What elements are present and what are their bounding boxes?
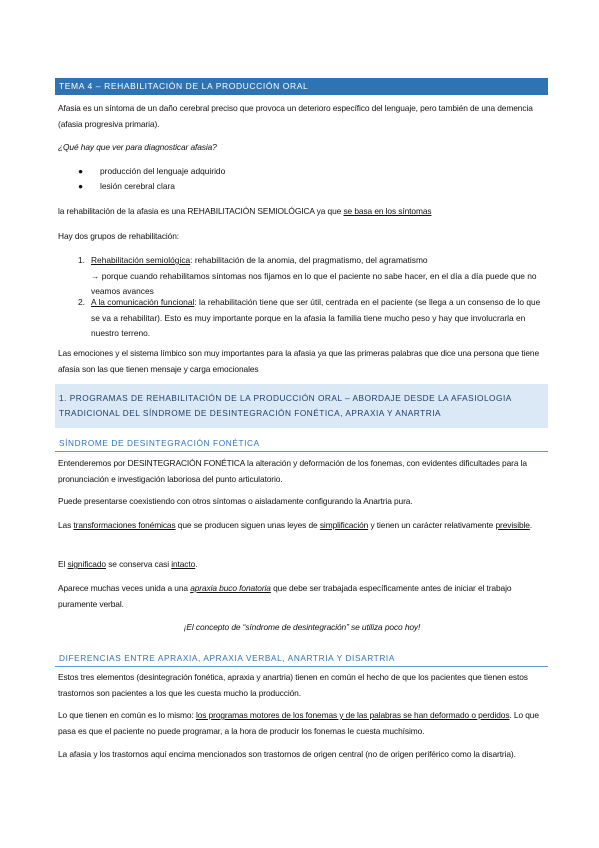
group-note: → porque cuando rehabilitamos síntomas nos fijamos en lo que el paciente no sabe hacer, en el día a día puede que no veamos avances [91, 270, 537, 296]
paragraph: Aparece muchas veces unida a una apraxia buco fonatoria que debe ser trabajada específicamente antes de iniciar el trabajo puramente verbal. [58, 583, 512, 609]
groups-intro: Hay dos grupos de rehabilitación: [58, 231, 180, 241]
subsection-heading: SÍNDROME DE DESINTEGRACIÓN FONÉTICA [55, 436, 548, 452]
paragraph: Las transformaciones fonémicas que se producen siguen unas leyes de simplificación y tienen un carácter relativamente previsible. [58, 520, 533, 530]
definition-paragraph: Entenderemos por DESINTEGRACIÓN FONÉTICA la alteración y deformación de los fonemas, con evidentes dificultades para la pronunciación e investigación laboriosa del punto articulatorio. [58, 458, 527, 484]
diagnosis-question: ¿Qué hay que ver para diagnosticar afasia? [58, 142, 217, 152]
subsection-heading: DIFERENCIAS ENTRE APRAXIA, APRAXIA VERBAL, ANARTRIA Y DISARTRIA [55, 651, 548, 667]
intro-paragraph: Afasia es un síntoma de un daño cerebral preciso que provoca un deterioro específico del lenguaje, pero también de una demencia (afasia progresiva primaria). [58, 103, 533, 129]
group-label: A la comunicación funcional [91, 297, 195, 307]
emotions-paragraph: Las emociones y el sistema límbico son muy importantes para la afasia ya que las primeras palabras que dice una persona que tiene afasia son las que tienen mensaje y carga emocionales [58, 348, 540, 374]
bullet-icon: ● [78, 166, 84, 176]
page-title: TEMA 4 – REHABILITACIÓN DE LA PRODUCCIÓN ORAL [55, 78, 548, 95]
document-page: TEMA 4 – REHABILITACIÓN DE LA PRODUCCIÓN ORAL Afasia es un síntoma de un daño cerebral preciso que provoca un deterioro específico del lenguaje, pero también de una demencia (afasia progresiva primaria). ¿Qué hay que ver para diagnosticar afasia? ● producción del lenguaje adquirido ● lesión cerebral clara la rehabilitación de la afasia es una REHABILITACIÓN SEMIOLÓGICA ya que se basa en los síntomas Hay dos grupos de rehabilitación: 1. Rehabilitación semiológica: rehabilitación de la anomia, del pragmatismo, del agramatismo → porque cuando rehabilitamos síntomas nos fijamos en lo que el paciente no sabe hacer, en el día a día puede que no veamos avances 2. A la comunicación funcional: la rehabilitación tiene que ser útil, centrada en el paciente (se llega a un consenso de lo que se va a rehabilitar). Esto es muy importante porque en la afasia la familia tiene mucho peso y hay que involucrarla en nuestro terreno. Las emociones y el sistema límbico son muy importantes para la afasia ya que las primeras palabras que dice una persona que tiene afasia son las que tienen mensaje y carga emocionales 1. PROGRAMAS DE REHABILITACIÓN DE LA PRODUCCIÓN ORAL – ABORDAJE DESDE LA AFASIOLOGIA TRADICIONAL DEL SÍNDROME DE DESINTEGRACIÓN FONÉTICA, APRAXIA Y ANARTRIA SÍNDROME DE DESINTEGRACIÓN FONÉTICA Entenderemos por DESINTEGRACIÓN FONÉTICA la alteración y deformación de los fonemas, con evidentes dificultades para la pronunciación e investigación laboriosa del punto articulatorio. Puede presentarse coexistiendo con otros síntomas o aisladamente configurando la Anartria pura. Las transformaciones fonémicas que se producen siguen unas leyes de simplificación y tienen un carácter relativamente previsible. El significado se conserva casi intacto. Aparece muchas veces unida a una apraxia buco fonatoria que debe ser trabajada específicamente antes de iniciar el trabajo puramente verbal. ¡El concepto de “síndrome de desintegración” se utiliza poco hoy! DIFERENCIAS ENTRE APRAXIA, APRAXIA VERBAL, ANARTRIA Y DISARTRIA Estos tres elementos (desintegración fonética, apraxia y anartria) tienen en común el hecho de que los pacientes que tienen estos trastornos son pacientes a los que les cuesta mucho la producción. Lo que tienen en común es lo mismo: los programas motores de los fonemas y de las palabras se han deformado o perdidos. Lo que pasa es que el paciente no puede programar, a la hora de producir los fonemas le cuesta muchísimo. La afasia y los trastornos aquí encima mencionados son trastornos de origen central (no de origen periférico como la disartria). [0, 0, 599, 848]
paragraph: El significado se conserva casi intacto. [58, 559, 198, 569]
paragraph: Puede presentarse coexistiendo con otros síntomas o aisladamente configurando la Anartria pura. [58, 496, 413, 506]
rehab-basis-underlined: se basa en los síntomas [343, 206, 432, 216]
bullet-item: ● lesión cerebral clara [78, 179, 175, 194]
quote: ¡El concepto de “síndrome de desintegración” se utiliza poco hoy! [183, 622, 421, 632]
group-label: Rehabilitación semiológica [91, 255, 191, 265]
rehab-type-bold: REHABILITACIÓN SEMIOLÓGICA [187, 206, 315, 216]
section-heading: 1. PROGRAMAS DE REHABILITACIÓN DE LA PRODUCCIÓN ORAL – ABORDAJE DESDE LA AFASIOLOGIA TRADICIONAL DEL SÍNDROME DE DESINTEGRACIÓN FONÉTICA, APRAXIA Y ANARTRIA [55, 384, 548, 428]
rehab-sentence: la rehabilitación de la afasia es una REHABILITACIÓN SEMIOLÓGICA ya que se basa en los síntomas [58, 206, 432, 216]
bullet-icon: ● [78, 181, 84, 191]
paragraph: La afasia y los trastornos aquí encima mencionados son trastornos de origen central (no de origen periférico como la disartria). [58, 749, 516, 759]
paragraph: Lo que tienen en común es lo mismo: los programas motores de los fonemas y de las palabras se han deformado o perdidos. Lo que pasa es que el paciente no puede programar, a la hora de producir los fonemas le cuesta muchísimo. [58, 710, 539, 736]
paragraph: Estos tres elementos (desintegración fonética, apraxia y anartria) tienen en común el hecho de que los pacientes que tienen estos trastornos son pacientes a los que les cuesta mucho la producción. [58, 672, 528, 698]
bullet-item: ● producción del lenguaje adquirido [78, 164, 225, 179]
term-caps: DESINTEGRACIÓN FONÉTICA [127, 458, 245, 468]
